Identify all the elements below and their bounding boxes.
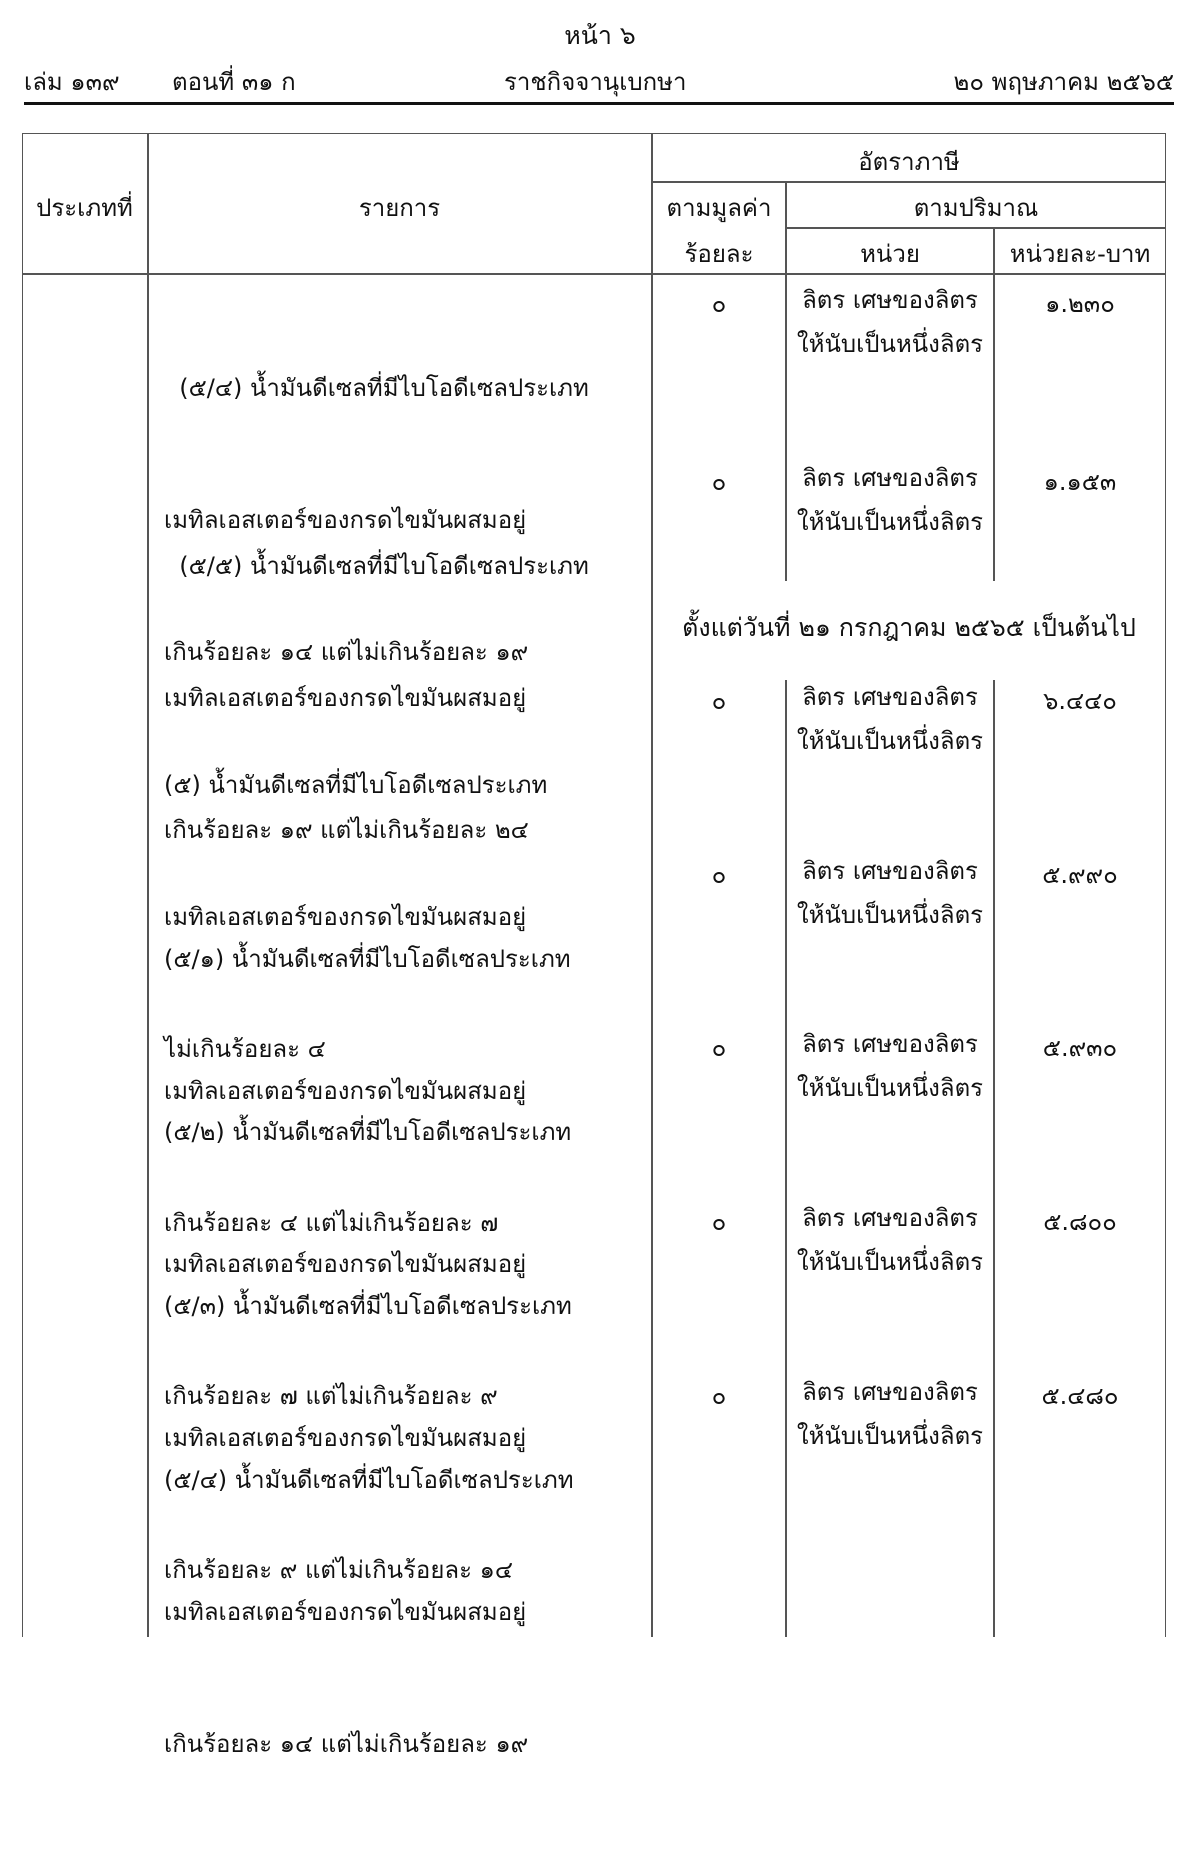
header-tax-rate: อัตราภาษี [858, 148, 960, 176]
unit-line: ลิตร เศษของลิตร [802, 286, 978, 314]
percent-value: ๐ [711, 1208, 727, 1236]
page-number: หน้า ๖ [564, 21, 636, 50]
col-divider [993, 680, 995, 1637]
item-line: เมทิลเอสเตอร์ของกรดไขมันผสมอยู่ [164, 1424, 527, 1452]
rate-value: ๕.๙๙๐ [1042, 861, 1118, 889]
header-unit: หน่วย [860, 240, 920, 268]
unit-line: ให้นับเป็นหนึ่งลิตร [796, 727, 984, 755]
rate-value: ๕.๘๐๐ [1043, 1208, 1117, 1236]
item-line: เกินร้อยละ ๑๔ แต่ไม่เกินร้อยละ ๑๙ [164, 638, 529, 666]
unit-line: ลิตร เศษของลิตร [802, 1030, 978, 1058]
rate-value: ๖.๔๔๐ [1043, 687, 1117, 715]
item-line: (๕/๓) น้ำมันดีเซลที่มีไบโอดีเซลประเภท [164, 1292, 572, 1320]
item-line: เมทิลเอสเตอร์ของกรดไขมันผสมอยู่ [164, 1250, 527, 1278]
header-rule [24, 102, 1174, 105]
item-line: เกินร้อยละ ๙ แต่ไม่เกินร้อยละ ๑๔ [164, 1556, 514, 1584]
header-bottom-line [22, 273, 1166, 275]
item-line: (๕/๒) น้ำมันดีเซลที่มีไบโอดีเซลประเภท [164, 1118, 572, 1146]
rate-value: ๕.๙๓๐ [1042, 1034, 1118, 1062]
rate-value: ๕.๔๘๐ [1041, 1382, 1119, 1410]
unit-line: ให้นับเป็นหนึ่งลิตร [796, 1248, 984, 1276]
item-line: เกินร้อยละ ๗ แต่ไม่เกินร้อยละ ๙ [164, 1382, 498, 1410]
item-line: เมทิลเอสเตอร์ของกรดไขมันผสมอยู่ [164, 1598, 527, 1626]
percent-value: ๐ [711, 1034, 727, 1062]
item-line: เมทิลเอสเตอร์ของกรดไขมันผสมอยู่ [164, 1077, 527, 1105]
row-divider [651, 181, 1166, 183]
unit-line: ให้นับเป็นหนึ่งลิตร [796, 1422, 984, 1450]
unit-line: ลิตร เศษของลิตร [802, 1378, 978, 1406]
item-line: เกินร้อยละ ๑๔ แต่ไม่เกินร้อยละ ๑๙ [164, 1730, 529, 1758]
percent-value: ๐ [711, 1382, 727, 1410]
percent-value: ๐ [711, 687, 727, 715]
item-line: เมทิลเอสเตอร์ของกรดไขมันผสมอยู่ [164, 903, 527, 931]
item-line: เกินร้อยละ ๔ แต่ไม่เกินร้อยละ ๗ [164, 1209, 499, 1237]
unit-line: ลิตร เศษของลิตร [802, 464, 978, 492]
item-line: เมทิลเอสเตอร์ของกรดไขมันผสมอยู่ [164, 506, 527, 534]
header-item: รายการ [358, 194, 441, 222]
unit-line: ให้นับเป็นหนึ่งลิตร [796, 330, 984, 358]
gazette-header [24, 62, 1174, 102]
col-divider [785, 680, 787, 1637]
unit-line: ลิตร เศษของลิตร [802, 1204, 978, 1232]
item-line: (๕/๑) น้ำมันดีเซลที่มีไบโอดีเซลประเภท [164, 945, 571, 973]
unit-line: ให้นับเป็นหนึ่งลิตร [796, 901, 984, 929]
item-line: (๕/๔) น้ำมันดีเซลที่มีไบโอดีเซลประเภท [164, 1466, 574, 1494]
percent-value: ๐ [711, 861, 727, 889]
rate-value: ๑.๒๓๐ [1045, 290, 1115, 318]
item-line: เกินร้อยละ ๑๙ แต่ไม่เกินร้อยละ ๒๔ [164, 816, 529, 844]
row-divider [785, 227, 1166, 229]
item-line: (๕/๕) น้ำมันดีเซลที่มีไบโอดีเซลประเภท [164, 552, 589, 580]
volume-label: เล่ม ๑๓๙ [24, 68, 120, 96]
header-by-value: ตามมูลค่า [666, 194, 772, 222]
item-line: เมทิลเอสเตอร์ของกรดไขมันผสมอยู่ [164, 684, 527, 712]
publication-title: ราชกิจจานุเบกษา [504, 68, 687, 96]
unit-line: ให้นับเป็นหนึ่งลิตร [796, 1074, 984, 1102]
issue-label: ตอนที่ ๓๑ ก [172, 68, 296, 96]
rate-value: ๑.๑๕๓ [1043, 468, 1117, 496]
publication-date: ๒๐ พฤษภาคม ๒๕๖๕ [953, 68, 1174, 96]
unit-line: ลิตร เศษของลิตร [802, 683, 978, 711]
unit-line: ให้นับเป็นหนึ่งลิตร [796, 508, 984, 536]
col-divider [147, 133, 149, 1637]
header-by-value-percent: ร้อยละ [684, 240, 754, 268]
item-line: (๕/๔) น้ำมันดีเซลที่มีไบโอดีเซลประเภท [164, 374, 589, 402]
unit-line: ลิตร เศษของลิตร [802, 857, 978, 885]
item-line: (๕) น้ำมันดีเซลที่มีไบโอดีเซลประเภท [164, 771, 548, 799]
item-line: ไม่เกินร้อยละ ๔ [164, 1035, 326, 1063]
effective-date-note: ตั้งแต่วันที่ ๒๑ กรกฎาคม ๒๕๖๕ เป็นต้นไป [682, 613, 1136, 642]
header-baht-per-unit: หน่วยละ-บาท [1009, 240, 1151, 268]
percent-value: ๐ [711, 468, 727, 496]
percent-value: ๐ [711, 290, 727, 318]
header-by-quantity: ตามปริมาณ [913, 194, 1039, 222]
header-type-no: ประเภทที่ [36, 194, 133, 222]
